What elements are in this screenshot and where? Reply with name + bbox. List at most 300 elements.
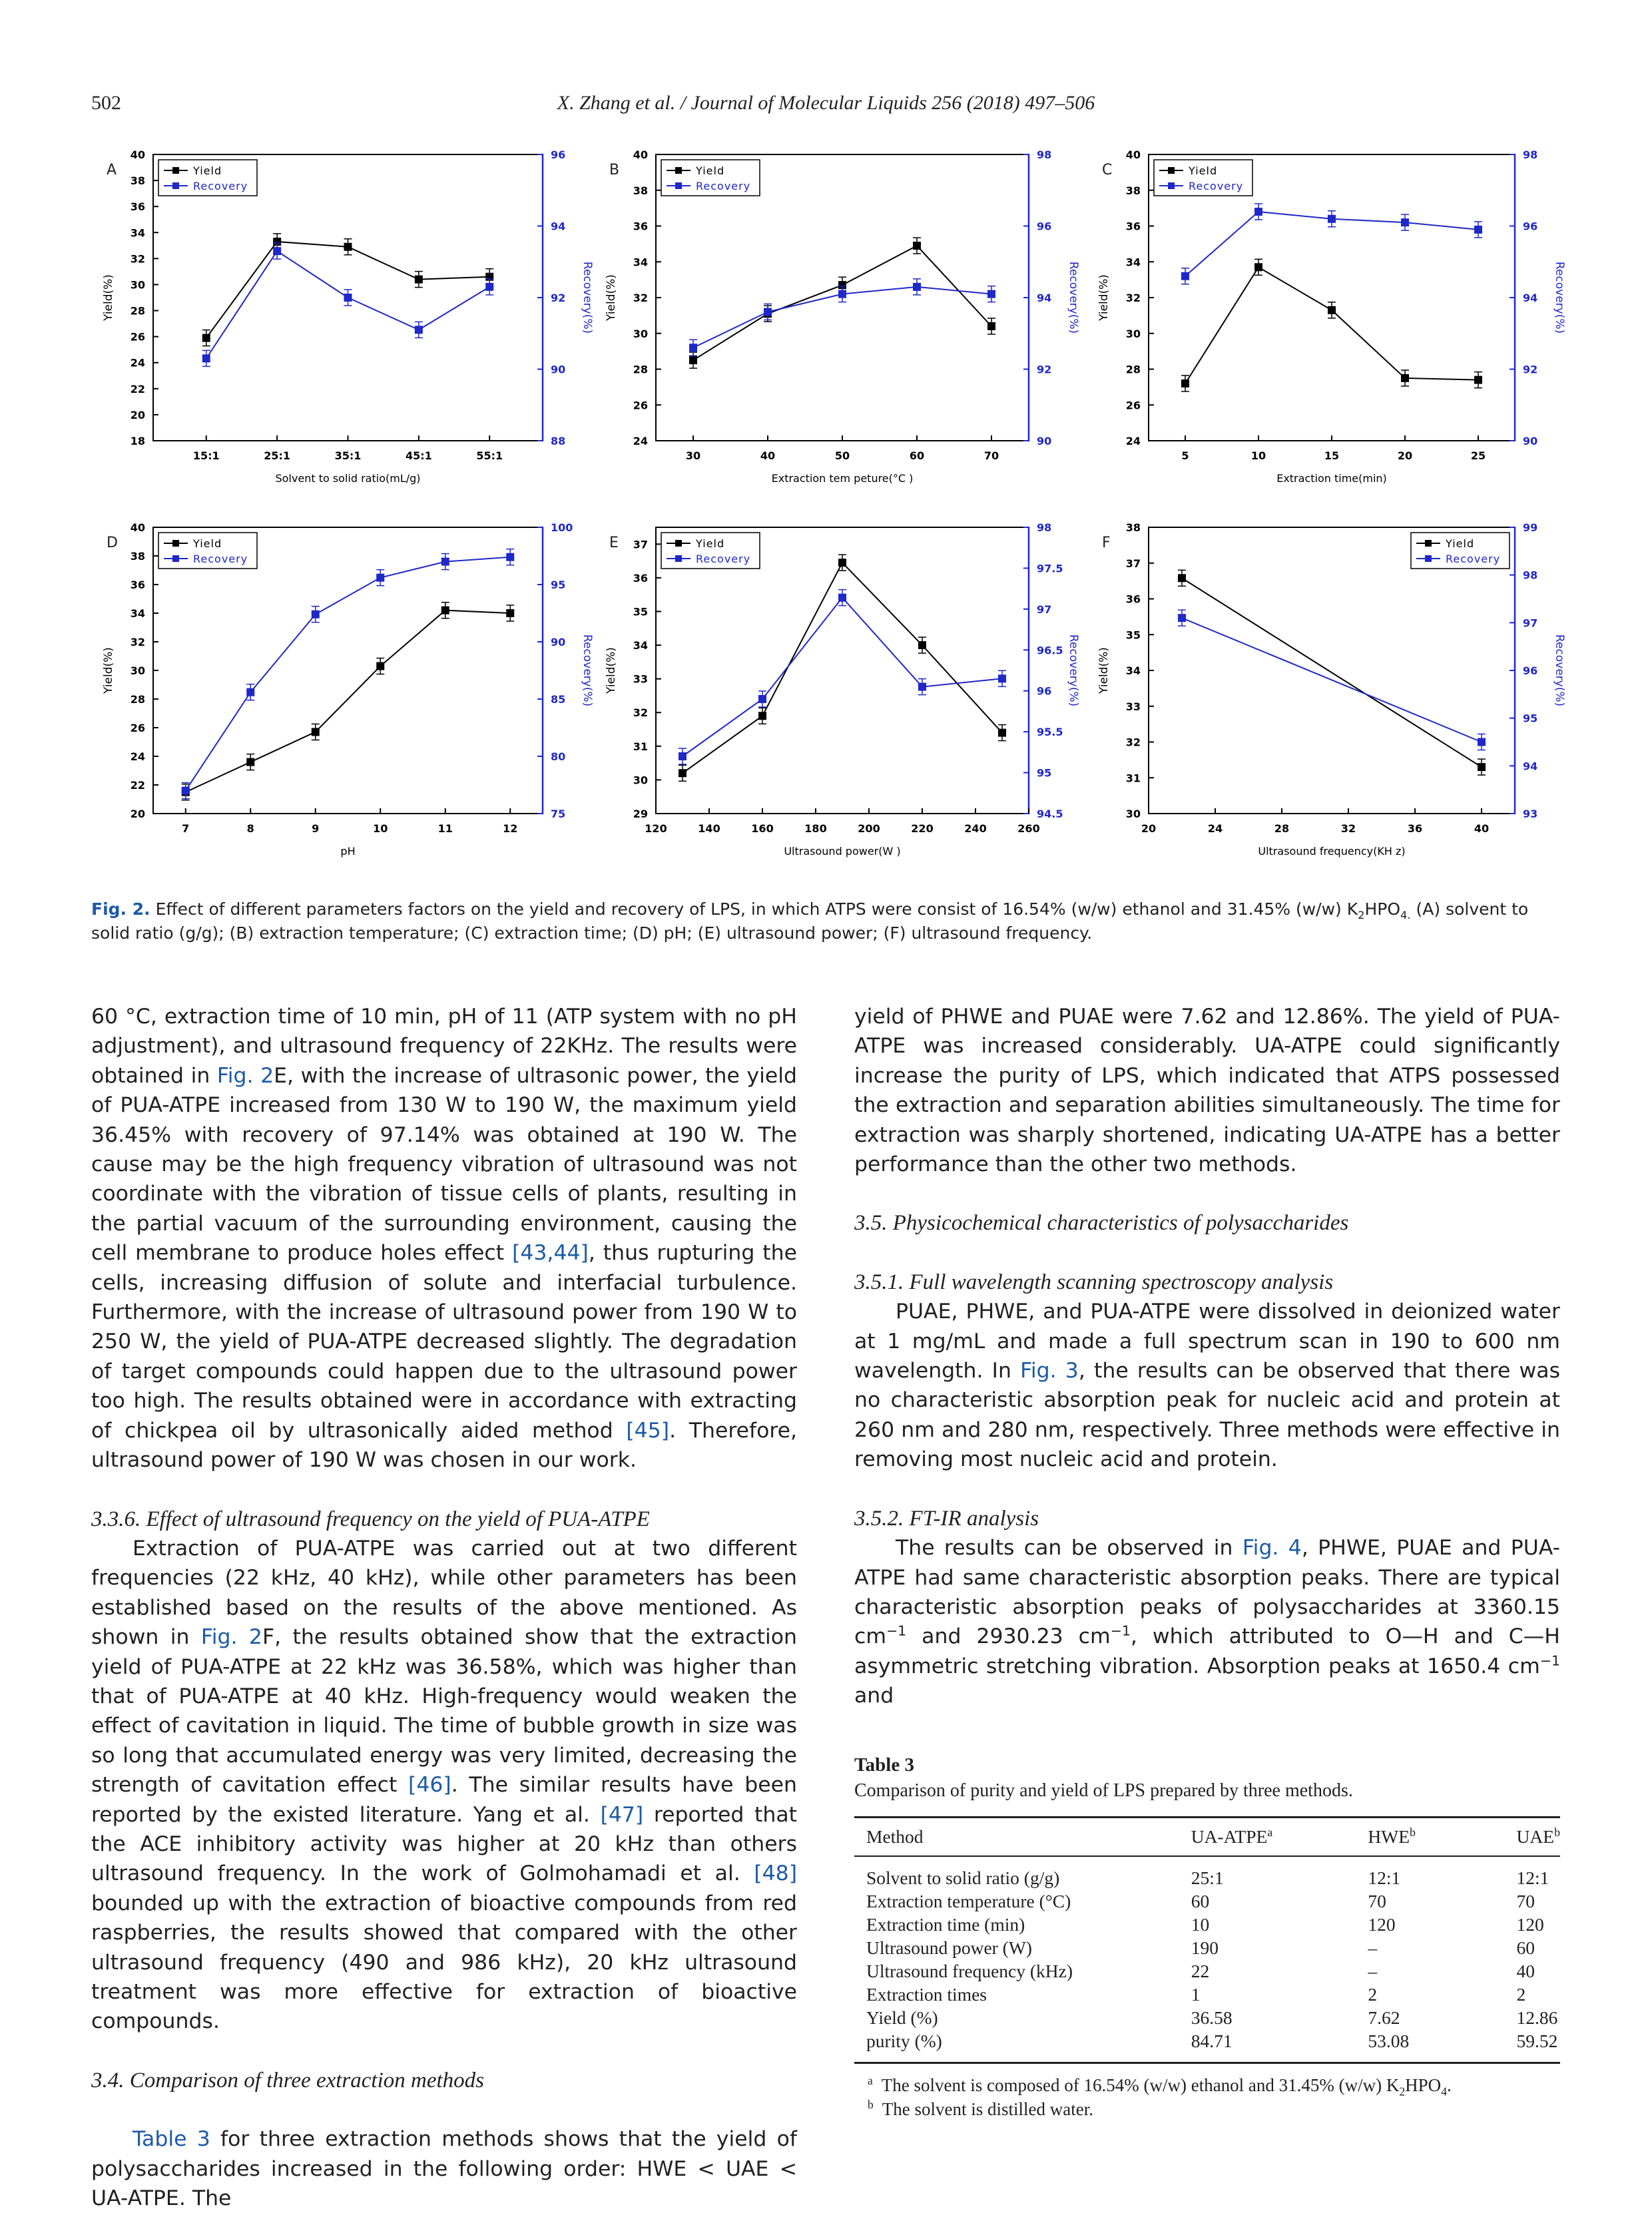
y-tick-label: 34 [633, 639, 648, 652]
x-axis-title: Ultrasound power(W ) [784, 845, 901, 858]
sup: −1 [1110, 1622, 1131, 1639]
legend-swatch-marker [1168, 182, 1175, 189]
table-header-row [854, 1818, 1560, 1857]
panel-letter: C [1102, 162, 1113, 178]
header-text: Method [866, 1826, 924, 1847]
y-tick-label: 31 [1125, 772, 1141, 785]
data-point-yield [758, 712, 766, 720]
y-right-tick-label: 95.5 [1037, 726, 1063, 739]
legend-label: Yield [696, 164, 725, 177]
data-point-yield [987, 322, 995, 330]
x-tick-label: 28 [1274, 822, 1290, 835]
y-tick-label: 37 [1125, 557, 1141, 570]
table-row [854, 1936, 1560, 1959]
panel-d [102, 521, 594, 858]
y-right-tick-label: 94 [551, 220, 566, 233]
x-tick-label: 11 [437, 822, 453, 835]
y-tick-label: 34 [1125, 256, 1141, 269]
cell: 7.62 [1368, 2007, 1400, 2028]
text: and [854, 1684, 894, 1708]
y-right-tick-label: 80 [551, 750, 566, 763]
page-number: 502 [91, 92, 121, 114]
fig-link[interactable]: Fig. 2 [200, 1625, 262, 1650]
cell: 59.52 [1505, 2029, 1560, 2063]
data-point-yield [312, 728, 320, 736]
data-point-recovery [1254, 208, 1262, 216]
sup: −1 [1539, 1652, 1560, 1669]
y-right-tick-label: 85 [551, 693, 566, 706]
x-tick-label: 120 [645, 822, 667, 835]
text: The solvent is composed of 16.54% (w/w) ethanol and 31.45% (w/w) K [881, 2075, 1400, 2095]
legend-swatch-marker [172, 540, 179, 547]
caption-text: Effect of different parameters factors on the yield and recovery of LPS, in which ATPS were consist of 16.54% (w/w) ethanol and 31.45% (w/w) K [150, 899, 1358, 919]
y-tick-label: 20 [130, 408, 145, 421]
data-point-recovery [1328, 215, 1336, 223]
header-ua-atpe [1179, 1818, 1356, 1857]
y-right-tick-label: 95 [1037, 766, 1052, 780]
data-point-recovery [679, 752, 687, 760]
data-point-yield [246, 758, 254, 766]
y-right-tick-label: 90 [1037, 435, 1052, 447]
sub: 2 [1399, 2085, 1406, 2098]
header-hwe [1356, 1818, 1504, 1857]
legend-swatch-marker [1425, 540, 1432, 547]
data-point-recovery [764, 308, 772, 316]
y-tick-label: 30 [130, 278, 145, 292]
panel-letter: B [609, 162, 620, 178]
x-tick-label: 200 [858, 822, 880, 835]
y-right-tick-label: 96 [551, 148, 566, 161]
ref-link[interactable]: [47] [600, 1802, 644, 1827]
text: The results can be observed in [896, 1536, 1242, 1561]
x-tick-label: 10 [373, 822, 388, 835]
x-tick-label: 36 [1407, 822, 1423, 835]
legend-swatch-marker [675, 182, 682, 189]
y-tick-label: 24 [130, 356, 145, 369]
series-line-yield [186, 611, 511, 792]
ref-link[interactable]: [48] [754, 1861, 797, 1886]
y-tick-label: 34 [130, 607, 145, 620]
y-tick-label: 36 [633, 220, 648, 233]
x-tick-label: 9 [312, 822, 320, 835]
y-right-tick-label: 94.5 [1037, 808, 1063, 820]
cell: 60 [1191, 1891, 1210, 1911]
ref-link[interactable]: [46] [408, 1773, 451, 1798]
cell: 190 [1191, 1937, 1219, 1958]
y-tick-label: 32 [633, 292, 648, 304]
y-tick-label: 30 [633, 774, 648, 787]
legend-swatch-marker [1168, 167, 1175, 174]
x-tick-label: 20 [1397, 449, 1413, 462]
y-right-tick-label: 100 [551, 521, 573, 534]
legend-swatch-marker [675, 555, 682, 562]
x-axis-title: Extraction tem peture(°C ) [771, 472, 914, 485]
y-tick-label: 28 [130, 304, 145, 318]
y-tick-label: 32 [633, 706, 648, 720]
data-point-recovery [415, 326, 423, 334]
x-tick-label: 8 [246, 822, 254, 835]
header-uae [1505, 1818, 1560, 1857]
heading-3-4: 3.4. Comparison of three extraction methods [91, 2068, 484, 2092]
text: Extraction of PUA-ATPE was carried out at two different frequencies (22 kHz, 40 kHz), while other parameters has been established based on the results of the above mentioned. As shown in [91, 1536, 797, 1650]
y-right-tick-label: 94 [1523, 760, 1538, 773]
data-point-yield [1178, 574, 1186, 582]
x-tick-label: 24 [1207, 822, 1223, 835]
text: , thus rupturing the cells, increasing diffusion of solute and interfacial turbulence. Furthermore, with the increase of ultrasound power from 190 W to 250 W, the yield of PUA-ATPE decreased slightly. The degradation of target compounds could happen due to the ultrasound power too high. The results obtained were in accordance with extracting of chickpea oil by ultrasonically aided method [91, 1241, 798, 1443]
y-tick-label: 24 [1125, 435, 1141, 447]
x-tick-label: 220 [911, 822, 934, 835]
x-tick-label: 40 [760, 449, 776, 462]
y-right-tick-label: 88 [551, 435, 566, 447]
text: for three extraction methods shows that the yield of polysaccharides increased in the following order: HWE < UAE < UA-ATPE. The [91, 2127, 798, 2211]
x-tick-label: 20 [1141, 822, 1157, 835]
series-line-yield [1182, 578, 1482, 767]
x-tick-label: 40 [1474, 822, 1490, 835]
cell: 120 [1368, 1914, 1396, 1935]
data-point-recovery [441, 558, 449, 566]
y-tick-label: 28 [1125, 363, 1141, 376]
data-point-recovery [987, 290, 995, 298]
y-tick-label: 33 [1125, 700, 1141, 713]
data-point-recovery [913, 283, 921, 291]
plot-frame [153, 527, 543, 814]
cell: 84.71 [1179, 2029, 1356, 2063]
legend-label: Recovery [193, 180, 248, 192]
panel-letter: D [107, 535, 118, 551]
text: bounded up with the extraction of bioactive compounds from red raspberries, the results showed that compared with the other ultrasound frequency (490 and 986 kHz), 20 kHz ultrasound treatment was more effective for extraction of bioactive compounds. [91, 1891, 797, 2034]
data-point-recovery [246, 688, 254, 696]
text: PUAE, PHWE, and PUA-ATPE were dissolved in deionized water at 1 mg/mL and made a full spectrum scan in 190 to 600 nm wavelength. In [854, 1300, 1560, 1383]
x-tick-label: 160 [751, 822, 774, 835]
y-axis-title: Yield(%) [102, 274, 115, 321]
x-tick-label: 12 [503, 822, 518, 835]
y-right-tick-label: 98 [1037, 521, 1052, 534]
data-point-recovery [1478, 738, 1486, 746]
caption-sub: 2 [1358, 909, 1365, 921]
x-tick-label: 35:1 [334, 449, 362, 462]
panel-c [1097, 148, 1565, 485]
cell: 2 [1368, 1984, 1378, 2005]
y-tick-label: 35 [633, 605, 648, 618]
cell: 25:1 [1191, 1867, 1224, 1888]
data-point-yield [344, 243, 352, 251]
y-tick-label: 40 [130, 148, 145, 161]
plot-frame [1149, 154, 1515, 441]
ref-link[interactable]: [45] [626, 1418, 670, 1443]
panel-b [605, 148, 1080, 485]
y-right-tick-label: 75 [551, 808, 566, 820]
y-right-axis-title: Recovery(%) [1553, 634, 1565, 707]
data-point-yield [838, 559, 846, 567]
legend-swatch-marker [675, 167, 682, 174]
figure-2 [93, 133, 1565, 875]
cell: 36.58 [1191, 2007, 1233, 2028]
cell: Ultrasound power (W) [866, 1937, 1032, 1958]
table-row [854, 1959, 1560, 1983]
x-tick-label: 50 [834, 449, 850, 462]
sub: 4 [1441, 2085, 1447, 2098]
data-point-recovery [273, 247, 281, 255]
header-text: UAE [1516, 1826, 1555, 1847]
header-text: HWE [1368, 1826, 1410, 1847]
table-row [854, 1889, 1560, 1913]
fig-link[interactable]: Fig. 3 [1020, 1359, 1079, 1383]
legend-label: Recovery [1189, 180, 1244, 192]
caption-text2: HPO [1364, 899, 1401, 919]
y-right-tick-label: 96 [1037, 220, 1052, 233]
paragraph-spectroscopy [854, 1297, 1560, 1474]
y-right-tick-label: 92 [551, 292, 566, 304]
cell: 70 [1368, 1891, 1386, 1911]
cell: 10 [1191, 1914, 1210, 1935]
y-right-tick-label: 96.5 [1037, 644, 1063, 657]
table-link[interactable]: Table 3 [133, 2127, 210, 2152]
y-tick-label: 26 [633, 399, 648, 412]
y-tick-label: 35 [1125, 628, 1141, 642]
y-tick-label: 30 [130, 664, 145, 677]
text: E, with the increase of ultrasonic power, the yield of PUA-ATPE increased from 130 W to 190 W, the maximum yield 36.45% with recovery of 97.14% was obtained at 190 W. The cause may be the high frequency vibration of ultrasound was not coordinate with the vibration of tissue cells of plants, resulting in the partial vacuum of the surrounding environment, causing the cell membrane to produce holes effect [91, 1063, 797, 1266]
cell: Extraction time (min) [866, 1914, 1025, 1935]
x-tick-label: 15:1 [192, 449, 220, 462]
y-tick-label: 26 [130, 330, 145, 344]
y-axis-title: Yield(%) [605, 274, 618, 321]
y-right-tick-label: 97 [1037, 603, 1052, 616]
y-right-tick-label: 98 [1523, 148, 1538, 161]
legend-swatch-marker [172, 167, 179, 174]
cell: 53.08 [1356, 2029, 1504, 2063]
cell: – [1368, 1961, 1378, 1981]
legend [661, 533, 760, 569]
y-axis-title: Yield(%) [102, 647, 115, 694]
legend [158, 160, 257, 196]
data-point-yield [1478, 763, 1486, 771]
y-tick-label: 34 [1125, 664, 1141, 677]
text: and 2930.23 cm [906, 1624, 1111, 1649]
cell: 40 [1516, 1961, 1535, 1981]
y-axis-title: Yield(%) [605, 647, 618, 694]
caption-label: Fig. 2. [91, 899, 150, 919]
x-tick-label: 25 [1470, 449, 1486, 462]
x-tick-label: 140 [698, 822, 720, 835]
y-tick-label: 32 [130, 252, 145, 266]
y-right-tick-label: 95 [551, 579, 566, 591]
y-right-tick-label: 99 [1523, 521, 1538, 534]
table-title: Table 3 [854, 1754, 914, 1776]
cell: Yield (%) [866, 2007, 938, 2028]
y-tick-label: 36 [1125, 220, 1141, 233]
cell: 120 [1516, 1914, 1544, 1935]
caption-text3: (A) solvent to solid ratio (g/g); (B) extraction temperature; (C) extraction time; (D) pH; (E) ultrasound power; (F) ultrasound frequency. [91, 899, 1529, 943]
y-tick-label: 36 [130, 200, 145, 214]
y-tick-label: 32 [130, 636, 145, 648]
data-point-yield [1474, 376, 1482, 384]
y-tick-label: 36 [130, 579, 145, 591]
legend-label: Recovery [696, 553, 751, 565]
data-point-yield [1401, 374, 1409, 382]
x-tick-label: 260 [1017, 822, 1040, 835]
data-point-yield [202, 334, 210, 342]
data-point-yield [1181, 379, 1189, 387]
table-row [854, 2006, 1560, 2029]
text: , PHWE, PUAE and PUA-ATPE had same characteristic absorption peaks. There are typical characteristic absorption peaks of polysaccharides at 3360.15 cm [854, 1536, 1560, 1649]
heading-3-5: 3.5. Physicochemical characteristics of polysaccharides [854, 1211, 1349, 1236]
data-point-yield [689, 356, 697, 364]
x-axis-title: Solvent to solid ratio(mL/g) [275, 472, 421, 485]
data-point-yield [415, 276, 423, 284]
y-right-tick-label: 90 [551, 363, 566, 376]
y-tick-label: 40 [130, 521, 145, 534]
data-point-yield [913, 242, 921, 250]
panel-e [605, 521, 1080, 858]
cell: Extraction temperature (°C) [866, 1891, 1071, 1911]
y-tick-label: 33 [633, 672, 648, 686]
y-tick-label: 20 [130, 808, 145, 820]
figure-caption [91, 897, 1563, 945]
data-point-recovery [998, 674, 1006, 682]
y-tick-label: 40 [633, 148, 648, 161]
y-right-axis-title: Recovery(%) [1067, 634, 1080, 707]
data-point-recovery [838, 290, 846, 298]
sup: b [1554, 1825, 1560, 1839]
legend [661, 160, 760, 196]
y-tick-label: 26 [130, 722, 145, 734]
data-point-yield [918, 641, 926, 649]
y-right-tick-label: 95 [1523, 712, 1538, 725]
x-axis-title: Ultrasound frequency(KH z) [1258, 845, 1406, 858]
text: . The similar results have been reported by the existed literature. Yang et al. [91, 1773, 797, 1827]
cell: 22 [1191, 1961, 1210, 1981]
y-tick-label: 30 [1125, 808, 1141, 820]
x-tick-label: 240 [964, 822, 987, 835]
heading-3-5-2: 3.5.2. FT-IR analysis [854, 1506, 1039, 1531]
table-row [854, 1856, 1560, 1889]
legend-label: Yield [696, 537, 725, 550]
x-tick-label: 32 [1340, 822, 1356, 835]
sup: b [868, 2098, 874, 2111]
y-right-tick-label: 94 [1523, 292, 1538, 304]
legend-swatch-marker [172, 555, 179, 562]
paragraph-ftir [854, 1533, 1560, 1710]
data-point-recovery [376, 574, 384, 582]
y-tick-label: 24 [130, 750, 145, 763]
legend [1154, 160, 1252, 196]
legend [1411, 533, 1510, 569]
heading-3-5-1: 3.5.1. Full wavelength scanning spectroscopy analysis [854, 1270, 1334, 1294]
legend-label: Recovery [1446, 553, 1501, 565]
y-tick-label: 24 [633, 435, 648, 447]
text: . Therefore, ultrasound power of 190 W was chosen in our work. [91, 1418, 797, 1473]
y-tick-label: 22 [130, 382, 145, 395]
data-point-yield [441, 607, 449, 615]
table-footnotes [854, 2073, 1560, 2121]
legend [158, 533, 257, 569]
paragraph-yield: yield of PHWE and PUAE were 7.62 and 12.86%. The yield of PUA-ATPE was increased considerably. UA-ATPE could significantly increase the purity of LPS, which indicated that ATPS possessed the extraction and separation abilities simultaneously. The time for extraction was sharply shortened, indicating UA-ATPE has a better performance than the other two methods. [854, 1005, 1560, 1177]
y-tick-label: 26 [1125, 399, 1141, 412]
cell: Solvent to solid ratio (g/g) [866, 1867, 1060, 1888]
table-3-grid [854, 1816, 1560, 2064]
series-line-recovery [1182, 618, 1482, 742]
cell: 12:1 [1368, 1867, 1401, 1888]
cell: 12.86 [1516, 2007, 1558, 2028]
x-tick-label: 7 [182, 822, 190, 835]
y-tick-label: 18 [130, 435, 145, 447]
running-head: X. Zhang et al. / Journal of Molecular Liquids 256 (2018) 497–506 [557, 92, 1095, 114]
data-point-recovery [838, 594, 846, 602]
text: , the results can be observed that there was no characteristic absorption peak for nucleic acid and protein at 260 nm and 280 nm, respectively. Three methods were effective in removing most nucleic acid and protein. [854, 1359, 1560, 1472]
legend-label: Recovery [193, 553, 248, 565]
y-right-tick-label: 96 [1523, 220, 1538, 233]
sup: −1 [886, 1622, 907, 1639]
legend-label: Yield [193, 537, 222, 550]
table-3 [854, 1754, 1560, 2121]
x-tick-label: 180 [804, 822, 827, 835]
y-tick-label: 37 [633, 538, 648, 551]
sup: a [868, 2074, 873, 2087]
cell: Extraction times [866, 1984, 987, 2005]
legend-swatch-marker [675, 540, 682, 547]
right-column [854, 1002, 1560, 1711]
x-tick-label: 60 [909, 449, 925, 462]
y-tick-label: 38 [1125, 184, 1141, 197]
y-tick-label: 38 [130, 550, 145, 563]
y-tick-label: 38 [130, 174, 145, 188]
data-point-recovery [758, 695, 766, 703]
panel-f [1097, 521, 1565, 858]
paragraph-ultrasound-power [91, 1002, 797, 1475]
table-subtitle: Comparison of purity and yield of LPS prepared by three methods. [854, 1780, 1353, 1801]
series-line-yield [1185, 267, 1478, 383]
data-point-recovery [344, 294, 352, 302]
y-right-axis-title: Recovery(%) [581, 261, 594, 334]
y-right-tick-label: 96 [1523, 664, 1538, 677]
x-tick-label: 70 [983, 449, 999, 462]
y-right-tick-label: 90 [1523, 435, 1538, 447]
y-tick-label: 34 [130, 226, 145, 240]
ref-link[interactable]: [43,44] [512, 1241, 589, 1266]
footnote-a [854, 2073, 1560, 2097]
y-right-tick-label: 98 [1037, 148, 1052, 161]
cell: – [1368, 1937, 1378, 1958]
caption-sub2: 4. [1400, 909, 1411, 921]
series-line-recovery [186, 557, 511, 791]
footnote-b [854, 2097, 1560, 2121]
y-axis-title: Yield(%) [1097, 274, 1111, 321]
header-method [854, 1818, 1179, 1857]
y-right-tick-label: 97 [1523, 616, 1538, 630]
y-tick-label: 22 [130, 779, 145, 792]
y-right-axis-title: Recovery(%) [1553, 261, 1565, 334]
cell: 1 [1191, 1984, 1201, 2005]
table-row [854, 2029, 1560, 2063]
data-point-recovery [1401, 218, 1409, 226]
y-tick-label: 28 [130, 693, 145, 706]
y-right-axis-title: Recovery(%) [581, 634, 594, 707]
y-tick-label: 34 [633, 256, 648, 269]
y-tick-label: 36 [633, 571, 648, 585]
cell: 2 [1516, 1984, 1526, 2005]
legend-label: Yield [193, 164, 222, 177]
data-point-recovery [506, 553, 514, 561]
cell: 70 [1516, 1891, 1535, 1911]
fig-link[interactable]: Fig. 2 [216, 1063, 274, 1088]
y-tick-label: 31 [633, 740, 648, 753]
y-tick-label: 36 [1125, 593, 1141, 606]
data-point-recovery [202, 354, 210, 362]
data-point-yield [1254, 263, 1262, 271]
fig-link[interactable]: Fig. 4 [1242, 1536, 1302, 1561]
data-point-yield [998, 729, 1006, 737]
text: reported that the ACE inhibitory activity was higher at 20 kHz than others ultrasound frequency. In the work of Golmohamadi et al. [91, 1802, 798, 1886]
